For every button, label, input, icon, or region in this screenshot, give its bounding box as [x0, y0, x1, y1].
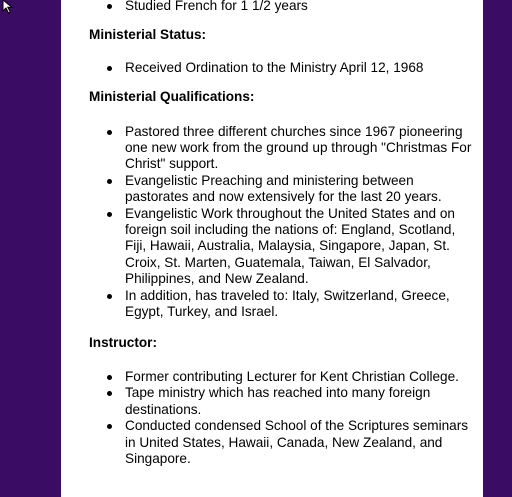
- list-item-text: Conducted condensed School of the Scriptures seminars in United States, Hawaii, Canada, New Zealand, and Singapore.: [125, 418, 469, 466]
- list-item-text: Pastored three different churches since 1967 pioneering one new work from the ground up through "Christmas For Christ" support.: [125, 123, 472, 172]
- section-heading-ministerial-status: Ministerial Status:: [89, 27, 207, 43]
- document-panel: [61, 0, 483, 497]
- document-body: [89, 0, 479, 467]
- list-item: [125, 385, 479, 418]
- education-list: [89, 0, 479, 14]
- section-heading-instructor: Instructor:: [89, 334, 157, 350]
- bullet-icon: [107, 4, 112, 9]
- list-item-text: Tape ministry which has reached into many foreign destinations.: [125, 385, 431, 417]
- list-item: [125, 60, 479, 76]
- list-item-text: Studied French for 1 1/2 years: [125, 0, 308, 13]
- bullet-icon: [107, 375, 112, 380]
- right-page-background: [483, 0, 512, 497]
- instructor-list: [89, 369, 479, 467]
- left-page-background: [0, 0, 61, 497]
- status-list: [89, 60, 479, 76]
- list-item-text: In addition, has traveled to: Italy, Switzerland, Greece, Egypt, Turkey, and Israel.: [125, 287, 450, 320]
- list-item: [125, 0, 479, 14]
- bullet-icon: [107, 212, 112, 217]
- bullet-icon: [107, 130, 112, 135]
- section-heading-ministerial-qualifications: Ministerial Qualifications:: [89, 89, 255, 105]
- bullet-icon: [107, 66, 112, 71]
- list-item: [125, 288, 479, 321]
- list-item-text: Evangelistic Preaching and ministering between pastorates and now extensively for the last 20 years.: [125, 172, 442, 205]
- bullet-icon: [107, 294, 112, 299]
- list-item: [125, 418, 479, 467]
- list-item-text: Evangelistic Work throughout the United States and on foreign soil including the nations of: England, Scotland, Fiji, Hawaii, Australia, Malaysia, Singapore, Japan, St. Croix, St. Marten, Guatemala, Taiwan, El Salvador, Philippines, and New Zealand.: [125, 205, 456, 287]
- list-item: [125, 206, 479, 288]
- list-item-text: Received Ordination to the Ministry April 12, 1968: [125, 59, 424, 75]
- list-item: [125, 124, 479, 173]
- qualifications-list: [89, 124, 479, 321]
- arrow-cursor-icon: [2, 0, 16, 14]
- bullet-icon: [107, 424, 112, 429]
- list-item: [125, 173, 479, 206]
- list-item: [125, 369, 479, 385]
- bullet-icon: [107, 391, 112, 396]
- bullet-icon: [107, 179, 112, 184]
- list-item-text: Former contributing Lecturer for Kent Christian College.: [125, 368, 459, 384]
